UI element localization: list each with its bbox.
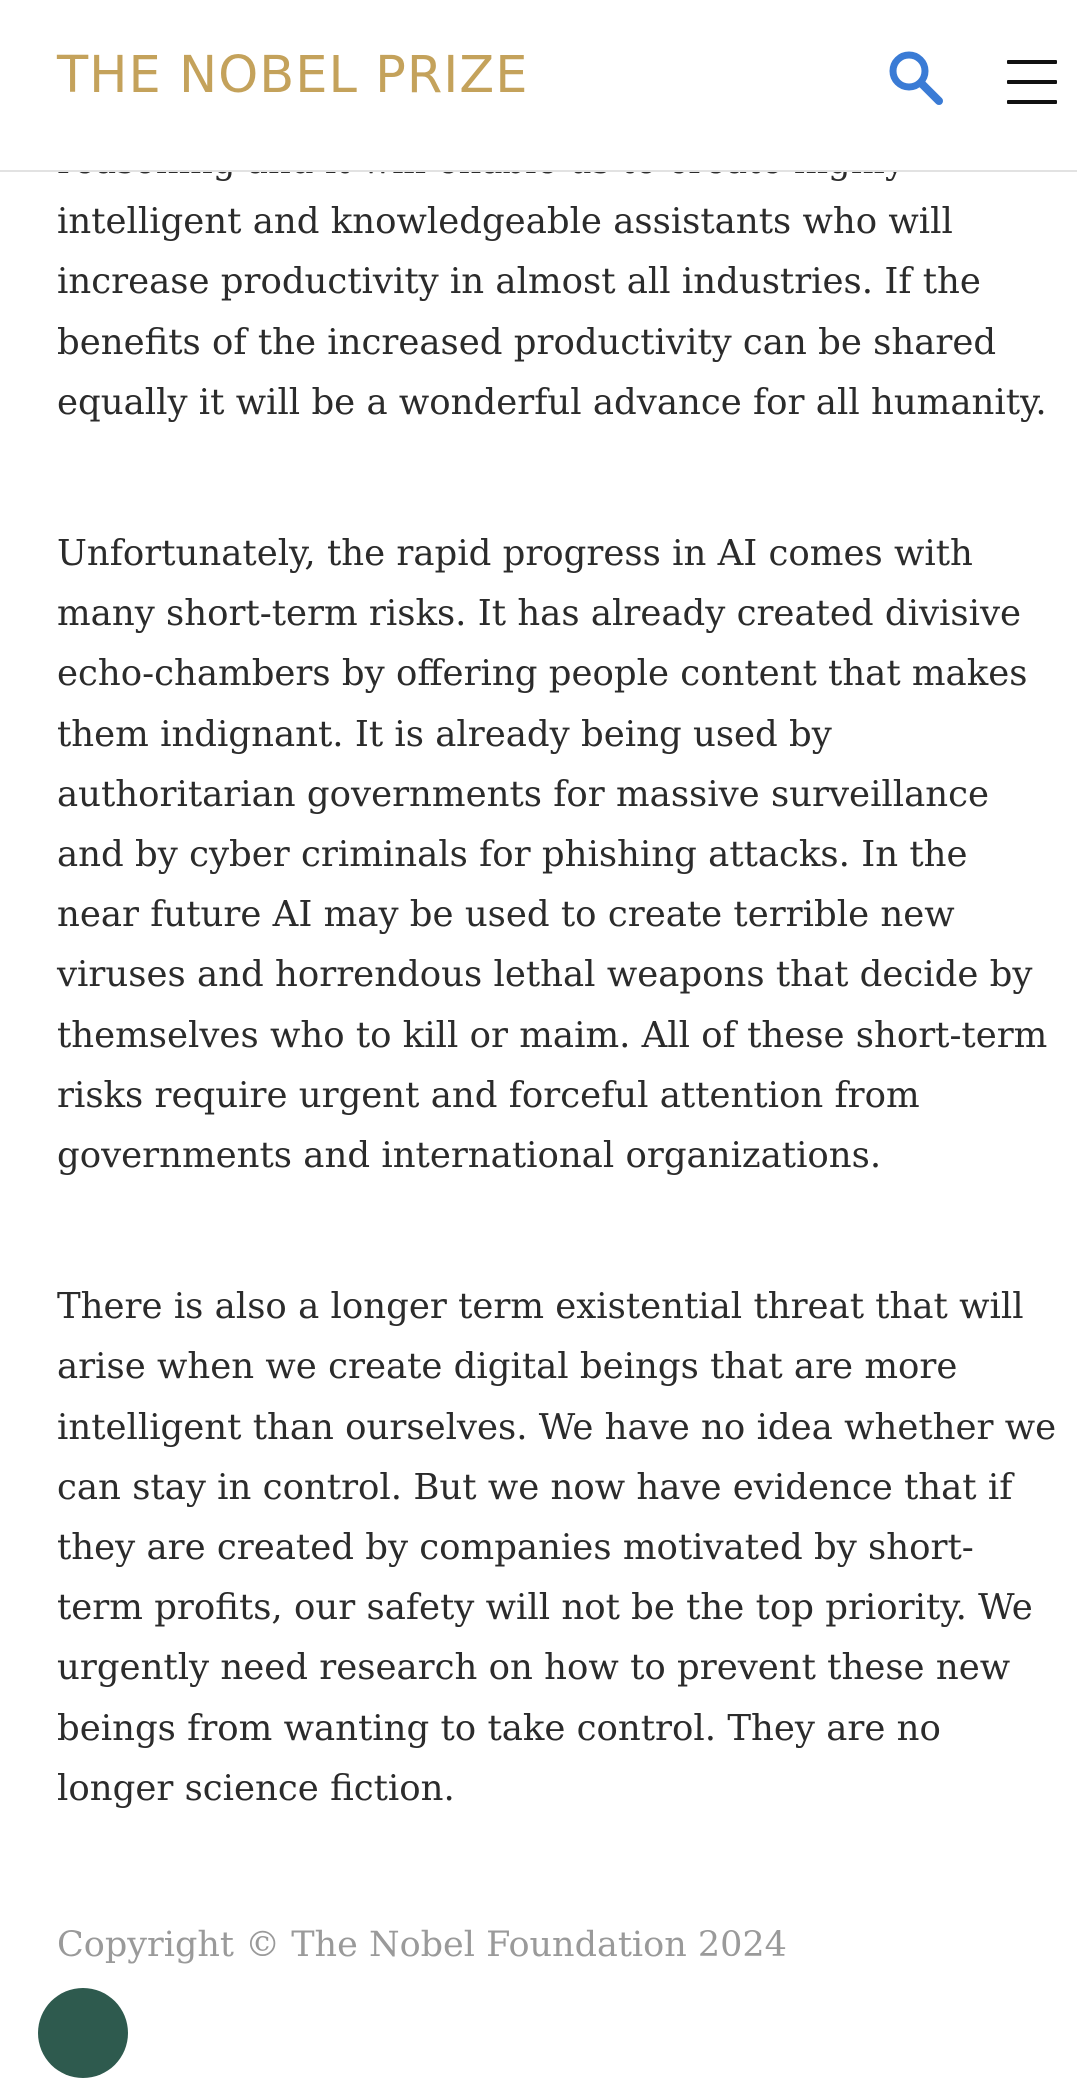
menu-button[interactable] (1004, 58, 1060, 108)
site-logo-text[interactable]: THE NOBEL PRIZE (57, 46, 529, 105)
search-icon (884, 46, 948, 110)
search-button[interactable] (884, 46, 948, 110)
floating-badge[interactable] (38, 1988, 128, 2078)
article-paragraph: intelligent and knowledgeable assistants who will increase productivity in almost all industries. If the benefits of the increased productivity can be shared equally it will be a wonderful advance for all humanity. (57, 201, 1047, 423)
site-header (0, 0, 1077, 172)
article-body (57, 132, 1057, 1819)
hamburger-menu-icon (1007, 60, 1057, 64)
article-paragraph: There is also a longer term existential threat that will arise when we create digital beings that are more intelligent than ourselves. We have no idea whether we can stay in control. But we now have evidence that if they are created by companies motivated by short-term profits, our safety will not be the top priority. We urgently need research on how to prevent these new beings from wanting to take control. They are no longer science fiction. (57, 1286, 1057, 1809)
article-paragraph: Unfortunately, the rapid progress in AI comes with many short-term risks. It has already created divisive echo-chambers by offering people content that makes them indignant. It is already being used by authoritarian governments for massive surveillance and by cyber criminals for phishing attacks. In the near future AI may be used to create terrible new viruses and horrendous lethal weapons that decide by themselves who to kill or maim. All of these short-term risks require urgent and forceful attention from governments and international organizations. (57, 533, 1048, 1177)
hamburger-menu-icon (1007, 80, 1057, 84)
hamburger-menu-icon (1007, 100, 1057, 104)
copyright-text: Copyright © The Nobel Foundation 2024 (57, 1925, 787, 1965)
